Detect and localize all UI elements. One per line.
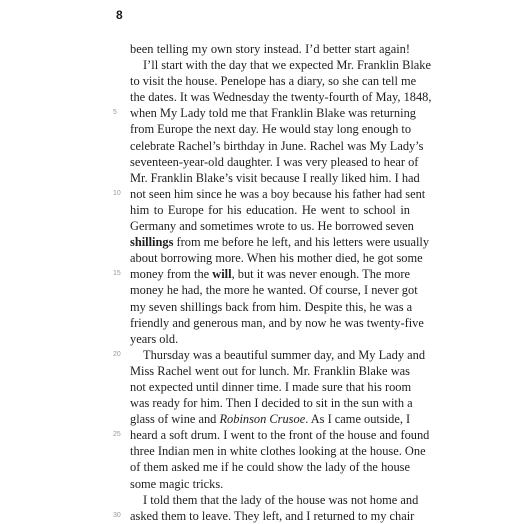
text-line bbox=[130, 443, 426, 459]
body-text bbox=[113, 41, 432, 524]
line-text: not seen him since he was a boy because his father had sent bbox=[130, 186, 426, 201]
text-line bbox=[130, 57, 432, 73]
line-text: money from the bbox=[130, 267, 213, 282]
line-text: asked them to leave. They left, and I returned to my chair bbox=[130, 508, 415, 523]
text-line bbox=[113, 508, 415, 524]
text-line bbox=[130, 170, 420, 186]
line-text: glass of wine and bbox=[130, 412, 220, 427]
line-text: from me before he left, and his letters were usually bbox=[173, 235, 430, 250]
text-line bbox=[130, 89, 432, 105]
line-text: money he had, the more he wanted. Of course, I never got bbox=[130, 283, 418, 298]
text-line bbox=[130, 41, 410, 57]
text-line bbox=[130, 363, 410, 379]
line-text: when My Lady told me that Franklin Blake was returning bbox=[130, 106, 416, 121]
text-line bbox=[130, 331, 410, 347]
text-line bbox=[130, 218, 414, 234]
line-text: celebrate Rachel’s birthday in June. Rachel was My Lady’s bbox=[130, 138, 424, 153]
line-number-marker: 30 bbox=[113, 511, 121, 519]
line-text: of them asked me if he could show the lady of the house bbox=[130, 460, 410, 475]
line-text: to visit the house. Penelope has a diary, so she can tell me bbox=[130, 74, 417, 89]
line-text: from Europe the next day. He would stay long enough to bbox=[130, 122, 412, 137]
page-number: 8 bbox=[116, 8, 123, 22]
text-line bbox=[130, 379, 410, 395]
text-line bbox=[113, 105, 416, 121]
line-text: friendly and generous man, and by now he was twenty-five bbox=[130, 315, 424, 330]
text-line bbox=[130, 138, 424, 154]
text-line bbox=[130, 459, 410, 475]
line-text: been telling my own story instead. I’d better start again! bbox=[130, 42, 410, 56]
text-line bbox=[113, 347, 426, 363]
text-line bbox=[130, 299, 413, 315]
book-title: Robinson Crusoe bbox=[219, 412, 306, 427]
line-number-marker: 10 bbox=[113, 189, 121, 197]
line-text: Miss Rachel went out for lunch. Mr. Franklin Blake was bbox=[130, 363, 410, 378]
text-line bbox=[113, 266, 410, 282]
text-line bbox=[130, 476, 410, 492]
text-line bbox=[130, 282, 418, 298]
line-text: . As I came outside, I bbox=[305, 412, 411, 427]
line-text: seventeen-year-old daughter. I was very pleased to hear of bbox=[130, 154, 419, 169]
line-text: Germany and sometimes wrote to us. He borrowed seven bbox=[130, 219, 414, 234]
line-text: about borrowing more. When his mother died, he got some bbox=[130, 251, 423, 266]
line-text: the dates. It was Wednesday the twenty-fourth of May, 1848, bbox=[130, 90, 432, 105]
line-number-marker: 15 bbox=[113, 270, 121, 278]
glossary-word: shillings bbox=[130, 235, 174, 250]
line-number-marker: 25 bbox=[113, 431, 121, 439]
line-text: I told them that the lady of the house was not home and bbox=[143, 492, 419, 507]
text-line bbox=[130, 315, 424, 331]
line-text: my seven shillings back from him. Despite this, he was a bbox=[130, 299, 413, 314]
text-line bbox=[130, 154, 419, 170]
text-line bbox=[130, 234, 430, 250]
line-text: him to Europe for his education. He went to school in bbox=[130, 202, 410, 217]
line-text: three Indian men in white clothes looking at the house. One bbox=[130, 444, 426, 459]
line-text: heard a soft drum. I went to the front of the house and found bbox=[130, 428, 430, 443]
text-line bbox=[130, 250, 423, 266]
text-line bbox=[130, 395, 413, 411]
text-line bbox=[130, 121, 410, 137]
line-text: I’ll start with the day that we expected Mr. Franklin Blake bbox=[143, 58, 432, 73]
text-line bbox=[130, 73, 417, 89]
line-text: was ready for him. Then I decided to sit in the sun with a bbox=[130, 396, 413, 411]
line-number-marker: 20 bbox=[113, 350, 121, 358]
line-text: some magic tricks. bbox=[130, 476, 224, 491]
text-line bbox=[130, 411, 410, 427]
line-text: , but it was never enough. The more bbox=[231, 267, 410, 282]
line-text: not expected until dinner time. I made sure that his room bbox=[130, 379, 412, 394]
text-line bbox=[113, 427, 430, 443]
text-line bbox=[130, 202, 410, 218]
line-text: Thursday was a beautiful summer day, and My Lady and bbox=[143, 347, 426, 362]
text-line bbox=[113, 186, 426, 202]
line-number-marker: 5 bbox=[113, 109, 117, 117]
glossary-word: will bbox=[212, 267, 232, 282]
line-text: years old. bbox=[130, 331, 179, 346]
line-text: Mr. Franklin Blake’s visit because I really liked him. I had bbox=[130, 170, 420, 185]
